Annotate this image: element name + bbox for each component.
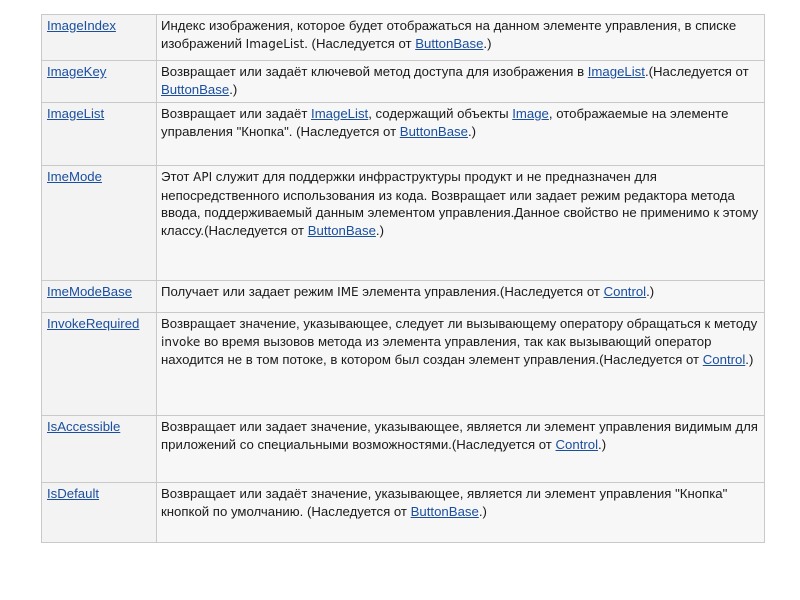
inline-link[interactable]: ButtonBase — [307, 222, 376, 238]
description-text: .) — [745, 352, 754, 367]
description-text: Получает или задает режим — [161, 284, 338, 299]
property-description — [157, 416, 765, 483]
description-text: .) — [229, 81, 238, 97]
inline-link[interactable]: Control — [555, 436, 599, 452]
description-text: Этот — [161, 169, 194, 184]
description-text: элемента управления.(Наследуется от — [358, 284, 604, 299]
description-text: Возвращает или задаёт — [161, 106, 312, 121]
property-description — [157, 166, 765, 281]
inline-code-term: IME — [337, 285, 359, 299]
inline-link[interactable]: ImageList — [311, 106, 369, 121]
table-row — [42, 416, 765, 483]
inline-link[interactable]: ImageList — [587, 64, 645, 79]
inline-link[interactable]: Control — [603, 284, 647, 299]
description-text: Возвращает или задаёт ключевой метод доступа для изображения в — [161, 64, 588, 79]
description-text: .) — [646, 284, 655, 299]
table-row — [42, 483, 765, 543]
property-name-link[interactable]: ImeModeBase — [47, 284, 133, 299]
property-description — [157, 483, 765, 543]
property-description — [157, 103, 765, 166]
table-row — [42, 103, 765, 166]
description-text: .) — [483, 35, 492, 51]
description-text: , отображаемые на элементе управления "Кнопка". (Наследуется от — [161, 106, 729, 139]
property-name-link[interactable]: ImageList — [47, 106, 105, 121]
table-row — [42, 61, 765, 103]
property-description — [157, 281, 765, 313]
property-name-link[interactable]: ImageIndex — [47, 18, 116, 33]
description-text: служит для поддержки инфраструктуры продукт и не предназначен для непосредственного использования из кода. Возвращает или задает режим редактора метода ввода, поддерживаемый данным элементом управления.Данное свойство не применимо к этому классу.(Наследуется от — [161, 169, 759, 238]
property-description — [157, 313, 765, 416]
description-text: .) — [467, 123, 477, 139]
property-name-link[interactable]: InvokeRequired — [47, 316, 140, 331]
description-text: Индекс изображения, которое будет отображаться на данном элементе управления, в списке изображений — [161, 18, 737, 51]
description-text: .) — [478, 503, 487, 519]
property-name-link[interactable]: ImageKey — [47, 64, 107, 79]
property-description — [157, 15, 765, 61]
property-name-link[interactable]: ImeMode — [47, 169, 102, 184]
properties-table-body — [42, 15, 765, 543]
description-text: .(Наследуется от — [644, 64, 749, 79]
table-row — [42, 281, 765, 313]
inline-link[interactable]: ButtonBase — [161, 81, 230, 97]
table-row — [42, 166, 765, 281]
description-text: .) — [375, 222, 384, 238]
inline-link[interactable]: ButtonBase — [399, 123, 468, 139]
inline-code-term: ImageList — [245, 36, 305, 51]
description-text: . (Наследуется от — [304, 35, 416, 51]
property-description — [157, 61, 765, 103]
description-text: Возвращает или задаёт значение, указывающее, является ли элемент управления "Кнопка" кнопкой по умолчанию. (Наследуется от — [161, 486, 728, 519]
inline-link[interactable]: ButtonBase — [415, 35, 484, 51]
inline-link[interactable]: Control — [702, 352, 746, 367]
inline-code-term: invoke — [161, 334, 201, 349]
description-text: , содержащий объекты — [368, 106, 513, 121]
inline-code-term: API — [193, 170, 213, 184]
property-name-link[interactable]: IsDefault — [47, 486, 100, 501]
inline-link[interactable]: ButtonBase — [410, 503, 479, 519]
description-text: .) — [598, 436, 607, 452]
description-text: Возвращает или задает значение, указывающее, является ли элемент управления видимым для приложений со специальными возможностями.(Наследуется от — [161, 419, 758, 452]
description-text: Возвращает значение, указывающее, следует ли вызывающему оператору обращаться к методу — [161, 316, 758, 331]
inline-link[interactable]: Image — [512, 106, 549, 121]
description-text: во время вызовов метода из элемента управления, так как вызывающий оператор находится не в том потоке, в котором был создан элемент управления.(Наследуется от — [161, 333, 712, 367]
table-row — [42, 313, 765, 416]
table-row — [42, 15, 765, 61]
properties-document — [41, 14, 764, 543]
property-name-link[interactable]: IsAccessible — [47, 419, 121, 434]
properties-table — [41, 14, 765, 543]
